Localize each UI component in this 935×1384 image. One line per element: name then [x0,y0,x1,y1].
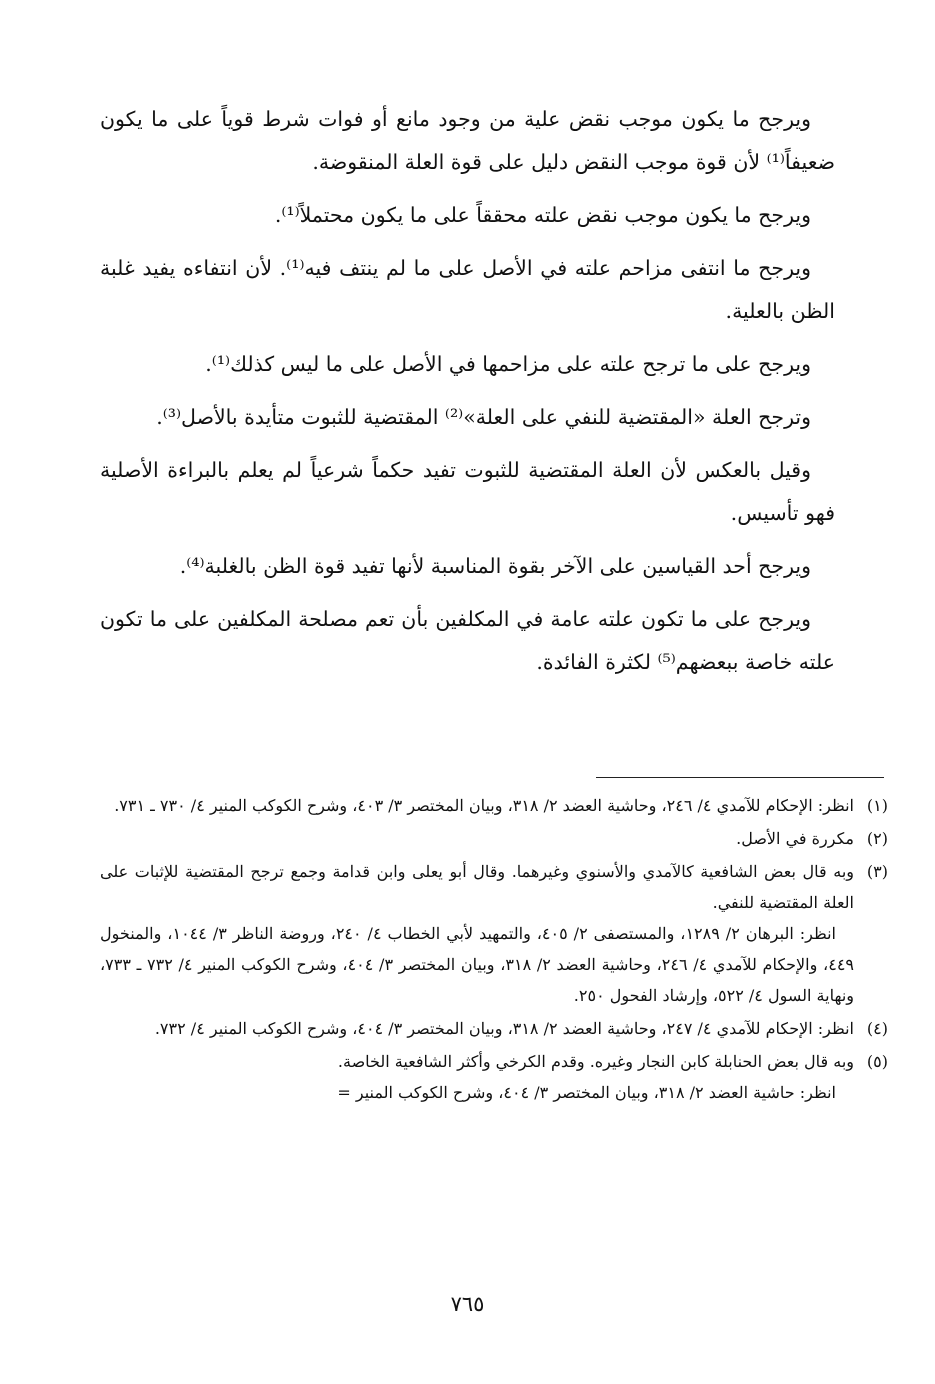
footnote-text: انظر: الإحكام للآمدي ٤/ ٢٤٦، وحاشية العضد ٢/ ٣١٨، وبيان المختصر ٣/ ٤٠٣، وشرح الكوكب المنير ٤/ ٧٣٠ ـ ٧٣١. [114,796,854,815]
footnote-4 [100,1013,888,1044]
footnote-references: انظر: البرهان ٢/ ١٢٨٩، والمستصفى ٢/ ٤٠٥، والتمهيد لأبي الخطاب ٤/ ٢٤٠، وروضة الناظر ٣/ ١٠٤٤، والمنخول ٤٤٩، والإحكام للآمدي ٤/ ٢٤٦، وحاشية العضد ٢/ ٣١٨، وبيان المختصر ٣/ ٤٠٤، وشرح الكوكب المنير ٤/ ٧٣٢ ـ ٧٣٣، ونهاية السول ٤/ ٥٢٢، وإرشاد الفحول ٢٥٠. [100,924,854,1005]
page-number: ٧٦٥ [450,1292,485,1316]
footnote-number: (٢) [866,829,888,848]
paragraph: ويرجح أحد القياسين على الآخر بقوة المناسبة لأنها تفيد قوة الظن بالغلبة⁽⁴⁾. [179,554,811,578]
paragraph: وترجح العلة «المقتضية للنفي على العلة»⁽²⁾ المقتضية للثبوت متأيدة بالأصل⁽³⁾. [156,405,811,429]
footnote-number: (١) [866,796,888,815]
footnote-text: وبه قال بعض الحنابلة كابن النجار وغيره. وقدم الكرخي وأكثر الشافعية الخاصة. [337,1052,854,1071]
footnote-2 [100,823,888,854]
footnote-number: (٥) [866,1052,888,1071]
footnote-number: (٤) [866,1019,888,1038]
paragraph: ويرجح ما يكون موجب نقض علية من وجود مانع أو فوات شرط قوياً على ما يكون ضعيفاً⁽¹⁾ لأن قوة موجب النقض دليل على قوة العلة المنقوضة. [100,107,835,174]
paragraph: ويرجح ما يكون موجب نقض علته محققاً على ما يكون محتملاً⁽¹⁾. [274,203,811,227]
footnote-text: مكررة في الأصل. [736,829,854,848]
paragraph: ويرجح ما انتفى مزاحم علته في الأصل على ما لم ينتف فيه⁽¹⁾. لأن انتفاءه يفيد غلبة الظن بالعلية. [100,256,835,323]
footnote-references: انظر: حاشية العضد ٢/ ٣١٨، وبيان المختصر ٣/ ٤٠٤، وشرح الكوكب المنير = [337,1083,836,1102]
footnote-1 [100,790,888,821]
footnote-5 [100,1046,888,1108]
footnote-3 [100,856,888,1011]
footnote-number: (٣) [866,862,888,881]
footnote-divider [596,777,884,778]
footnotes [100,790,888,1110]
footnote-text: وبه قال بعض الشافعية كالآمدي والأسنوي وغيرهما. وقال أبو يعلى وابن قدامة وجمع ترجح المقتضية للإثبات على العلة المقتضية للنفي. [100,862,854,912]
footnote-text: انظر: الإحكام للآمدي ٤/ ٢٤٧، وحاشية العضد ٢/ ٣١٨، وبيان المختصر ٣/ ٤٠٤، وشرح الكوكب المنير ٤/ ٧٣٢. [154,1019,854,1038]
main-text [100,98,835,694]
paragraph: ويرجح على ما تكون علته عامة في المكلفين بأن تعم مصلحة المكلفين على ما تكون علته خاصة ببعضهم⁽⁵⁾ لكثرة الفائدة. [100,607,835,674]
paragraph: ويرجح على ما ترجح علته على مزاحمها في الأصل على ما ليس كذلك⁽¹⁾. [205,352,811,376]
paragraph: وقيل بالعكس لأن العلة المقتضية للثبوت تفيد حكماً شرعياً لم يعلم بالبراءة الأصلية فهو تأسيس. [100,458,835,525]
